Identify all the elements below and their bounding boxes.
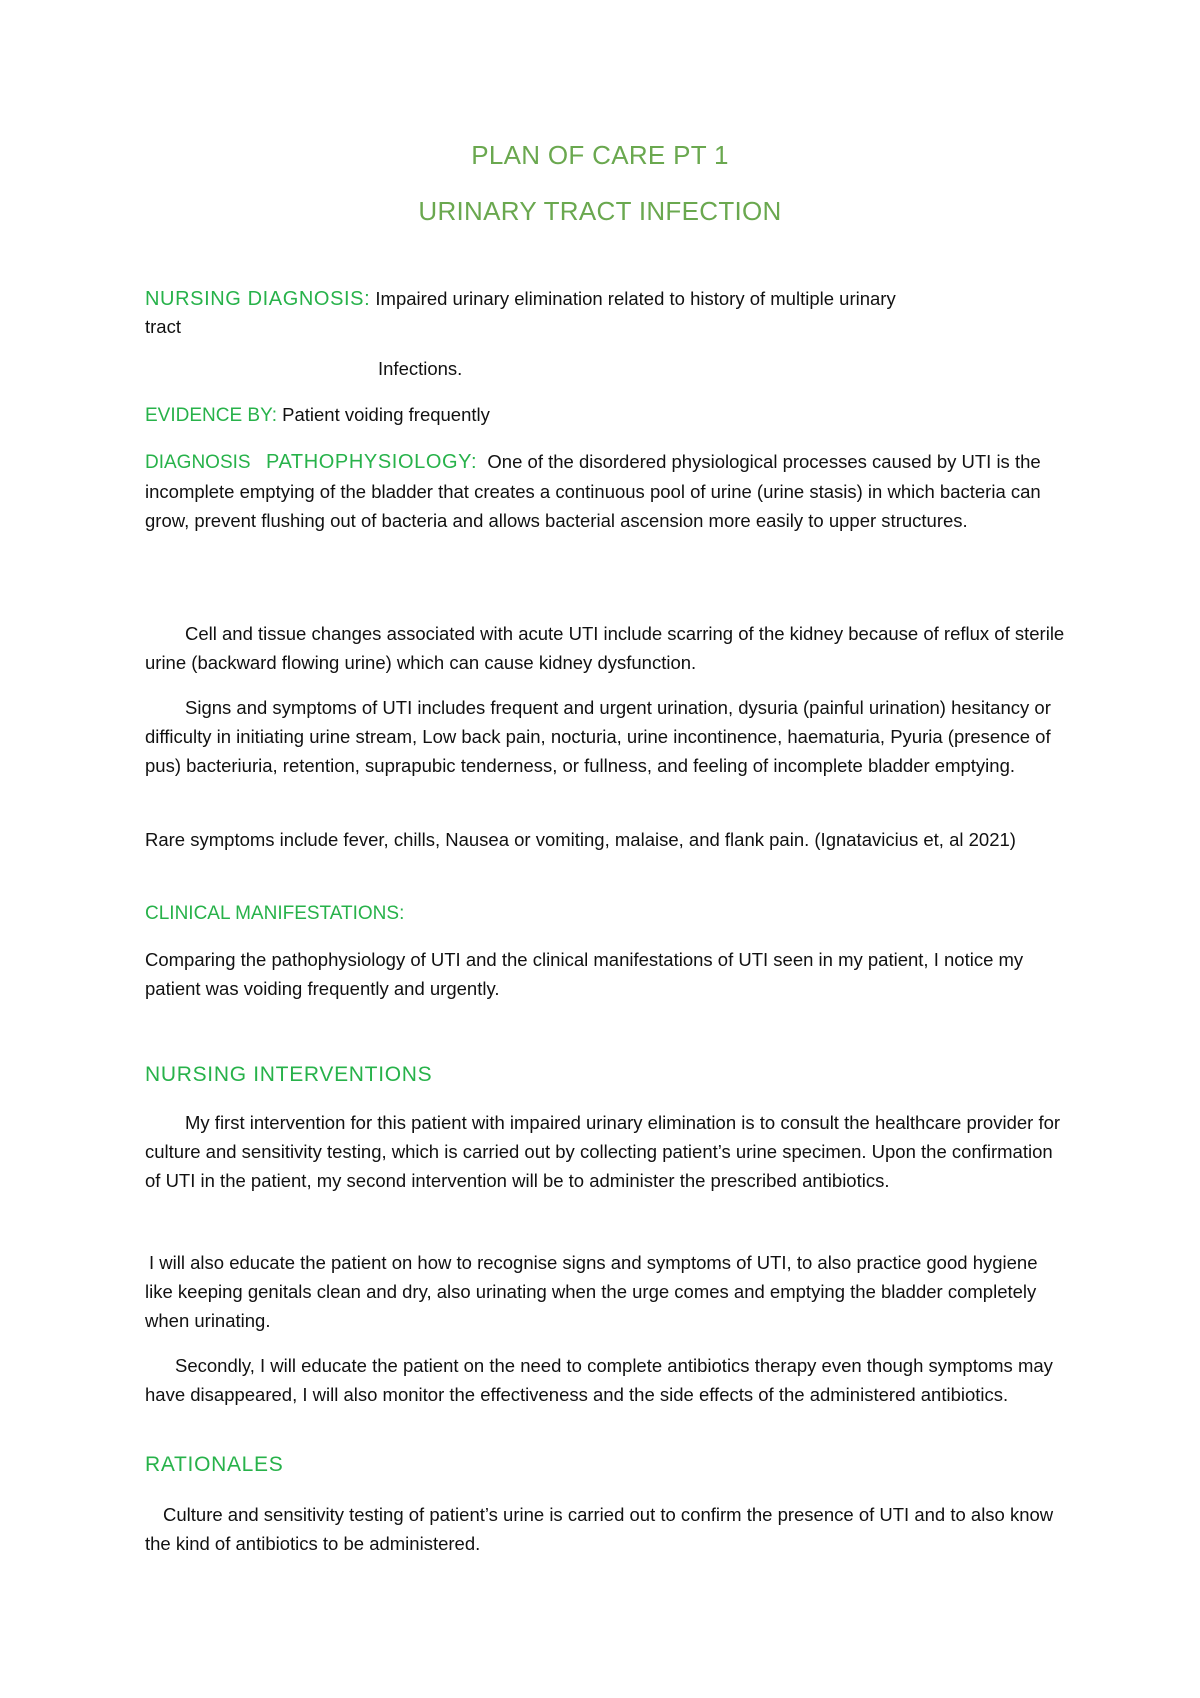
clinical-manifestations-section <box>145 945 1065 1003</box>
pathophysiology-text: One of the disordered physiological processes caused by UTI is the incomplete emptying of the bladder that creates a continuous pool of urine (urine stasis) in which bacteria can grow, prevent flushing out of bacteria and allows bacterial ascension more easily to upper structures. <box>145 451 1041 531</box>
nursing-interventions-heading: NURSING INTERVENTIONS <box>145 1063 433 1086</box>
clinical-manifestations-text: Comparing the pathophysiology of UTI and the clinical manifestations of UTI seen in my patient, I notice my patient was voiding frequently and urgently. <box>145 949 1024 999</box>
nursing-interventions-paragraph-1-text: My first intervention for this patient with impaired urinary elimination is to consult the healthcare provider for culture and sensitivity testing, which is carried out by collecting patient’s urine specimen. Upon the confirmation of UTI in the patient, my second intervention will be to administer the prescribed antibiotics. <box>145 1112 1061 1191</box>
nursing-interventions-paragraph-1 <box>145 1108 1065 1195</box>
rationales-heading: RATIONALES <box>145 1453 284 1476</box>
pathophysiology-paragraph-2-text: Cell and tissue changes associated with acute UTI include scarring of the kidney because of reflux of sterile urine (backward flowing urine) which can cause kidney dysfunction. <box>145 623 1065 673</box>
nursing-diagnosis-text-line-3: Infections. <box>378 358 463 379</box>
pathophysiology-paragraph-3 <box>145 693 1065 780</box>
nursing-interventions-paragraph-3 <box>145 1351 1065 1409</box>
rationales-paragraph-1 <box>145 1500 1065 1558</box>
nursing-interventions-paragraph-2 <box>145 1248 1065 1335</box>
pathophysiology-section <box>145 447 1065 535</box>
pathophysiology-paragraph-4-text: Rare symptoms include fever, chills, Nausea or vomiting, malaise, and flank pain. (Ignatavicius et, al 2021) <box>145 829 1016 850</box>
evidence-by-label: EVIDENCE BY: <box>145 405 277 426</box>
pathophysiology-paragraph-3-text: Signs and symptoms of UTI includes frequent and urgent urination, dysuria (painful urination) hesitancy or difficulty in initiating urine stream, Low back pain, nocturia, urine incontinence, haematuria, Pyuria (presence of pus) bacteriuria, retention, suprapubic tenderness, or fullness, and feeling of incomplete bladder emptying. <box>145 697 1051 776</box>
document-title: PLAN OF CARE PT 1 <box>471 140 729 170</box>
pathophysiology-paragraph-2 <box>145 619 1065 677</box>
pathophysiology-paragraph-4 <box>145 825 1065 854</box>
nursing-diagnosis-text-line-1: Impaired urinary elimination related to history of multiple urinary <box>370 288 896 309</box>
diagnosis-label: DIAGNOSIS <box>145 452 251 473</box>
pathophysiology-label: PATHOPHYSIOLOGY: <box>266 451 478 473</box>
nursing-diagnosis-text-line-2: tract <box>145 316 181 337</box>
clinical-manifestations-heading-block <box>145 899 1065 928</box>
nursing-interventions-paragraph-2-text: I will also educate the patient on how to recognise signs and symptoms of UTI, to also practice good hygiene like keeping genitals clean and dry, also urinating when the urge comes and emptying the bladder completely when urinating. <box>145 1252 1038 1331</box>
evidence-by-section <box>145 400 1065 430</box>
nursing-diagnosis-section <box>145 285 1065 340</box>
nursing-diagnosis-label: NURSING DIAGNOSIS: <box>145 288 371 310</box>
nursing-interventions-paragraph-3-text: Secondly, I will educate the patient on the need to complete antibiotics therapy even though symptoms may have disappeared, I will also monitor the effectiveness and the side effects of the administered antibiotics. <box>145 1355 1053 1405</box>
evidence-by-text: Patient voiding frequently <box>277 404 490 425</box>
rationales-paragraph-1-text: Culture and sensitivity testing of patient’s urine is carried out to confirm the presence of UTI and to also know the kind of antibiotics to be administered. <box>145 1504 1054 1554</box>
document-subtitle: URINARY TRACT INFECTION <box>418 196 782 226</box>
clinical-manifestations-label: CLINICAL MANIFESTATIONS: <box>145 903 405 924</box>
